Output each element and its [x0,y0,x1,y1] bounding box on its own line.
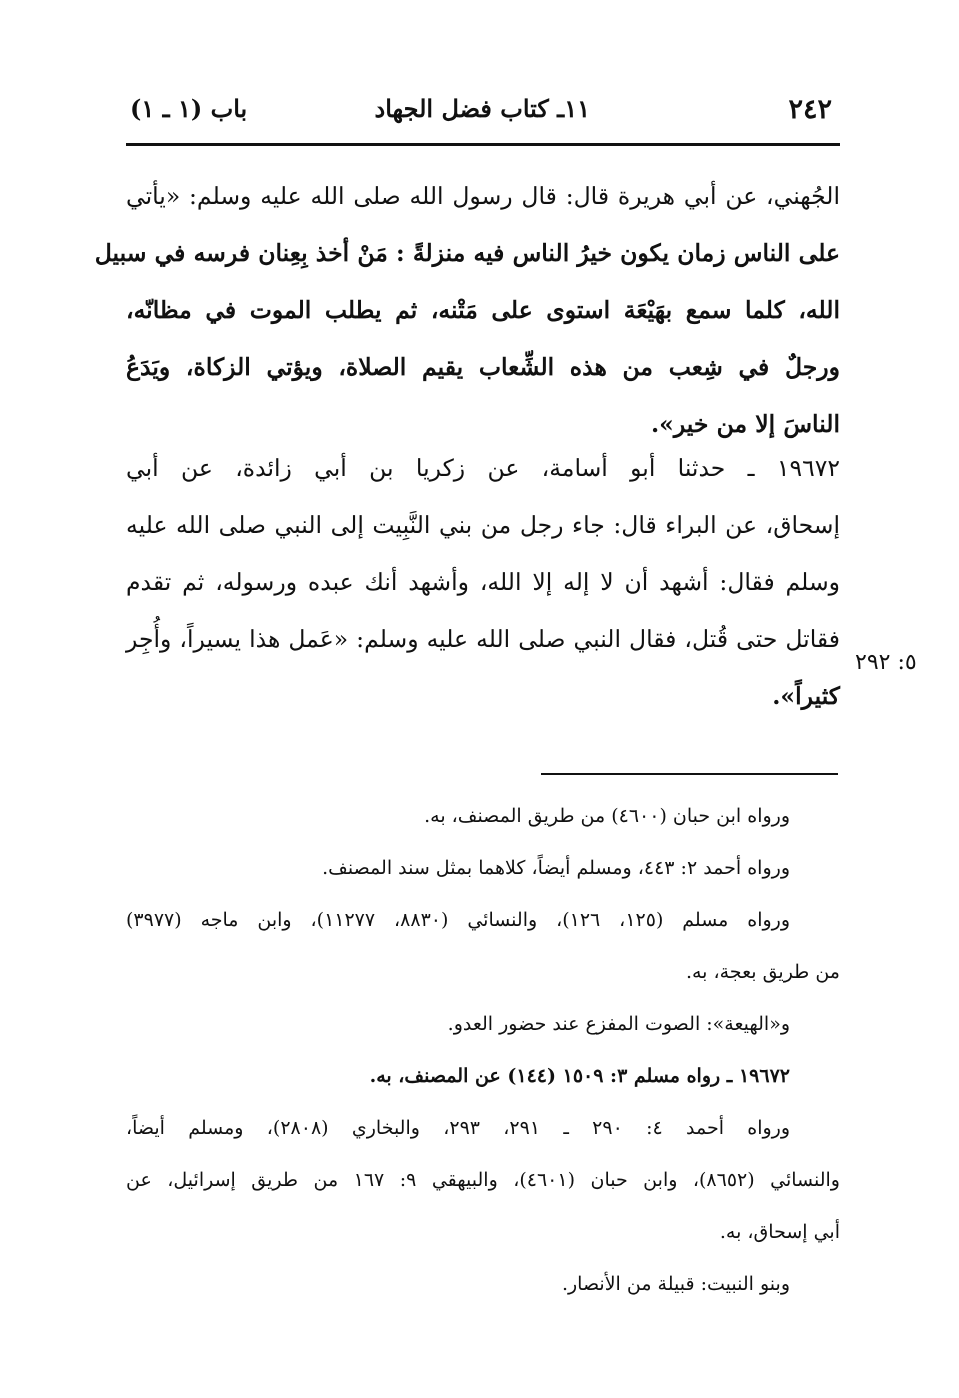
hadith-19672 [126,440,840,725]
footnote [126,1258,840,1310]
footnote-line: ورواه مسلم (١٢٥، ١٢٦)، والنسائي (٨٨٣٠، ١١٢٧٧)، وابن ماجه (٣٩٧٧) [126,909,791,931]
footnote-line: والنسائي (٨٦٥٢)، وابن حبان (٤٦٠١)، والبيهقي ٩: ١٦٧ من طريق إسرائيل، عن [126,1169,840,1191]
footnote-line: ورواه أحمد ٢: ٤٤٣، ومسلم أيضاً، كلاهما بمثل سند المصنف. [322,857,790,879]
footnote [126,998,840,1050]
margin-reference: ٥: ٢٩٢ [855,650,917,675]
footnote-line: أبي إسحاق، به. [719,1221,840,1243]
footnotes [126,790,840,1310]
footnote-line: ١٩٦٧٢ ـ رواه مسلم ٣: ١٥٠٩ (١٤٤) عن المصنف، به. [369,1065,790,1087]
footnote-rule [541,773,838,775]
text-line: الجُهني، عن أبي هريرة قال: قال رسول الله صلى الله عليه وسلم: «يأتي [126,182,840,210]
running-title: ١١ـ كتاب فضل الجهاد [374,94,590,123]
footnote-line: ورواه ابن حبان (٤٦٠٠) من طريق المصنف، به. [424,805,790,827]
header-rule [126,143,840,146]
text-line: ١٩٦٧٢ ـ حدثنا أبو أسامة، عن زكريا بن أبي زائدة، عن أبي [126,454,840,482]
footnote [126,1102,840,1258]
text-line: على الناس زمان يكون خيرُ الناس فيه منزلةً : مَنْ أخذ بِعِنان فرسه في سبيل [94,239,840,267]
text-line: إسحاق، عن البراء قال: جاء رجل من بني النَّبِيت إلى النبي صلى الله عليه [126,511,840,539]
hadith-text-continued [94,168,840,453]
text-line: الله، كلما سمع بهَيْعَة استوى على مَتْنه، ثم يطلب الموت في مظانّه، [126,296,840,324]
footnote-line: ورواه أحمد ٤: ٢٩٠ ـ ٢٩١، ٢٩٣، والبخاري (٢٨٠٨)، ومسلم أيضاً، [126,1117,791,1139]
text-line: كثيراً». [772,682,840,710]
footnote-line: وبنو النبيت: قبيلة من الأنصار. [561,1273,790,1295]
footnote [126,894,840,998]
footnote [126,790,840,842]
chapter-reference: باب (١ ـ ١) [130,94,248,123]
text-line: وسلم فقال: أشهد أن لا إله إلا الله، وأشهد أنك عبده ورسوله، ثم تقدم [126,568,840,596]
page-header [126,84,838,142]
footnote [126,842,840,894]
text-line: فقاتل حتى قُتل، فقال النبي صلى الله عليه وسلم: «عَمل هذا يسيراً، وأُجِر [126,625,840,653]
footnote [126,1050,840,1102]
text-line: ورجلٌ في شِعب من هذه الشِّعاب يقيم الصلاة، ويؤتي الزكاة، ويَدَعُ [126,353,840,381]
footnote-line: و«الهيعة»: الصوت المفزع عند حضور العدو. [447,1013,790,1035]
footnote-line: من طريق بعجة، به. [685,961,840,983]
page-number: ٢٤٢ [788,94,832,125]
text-line: الناسَ إلا من خير». [650,410,840,438]
